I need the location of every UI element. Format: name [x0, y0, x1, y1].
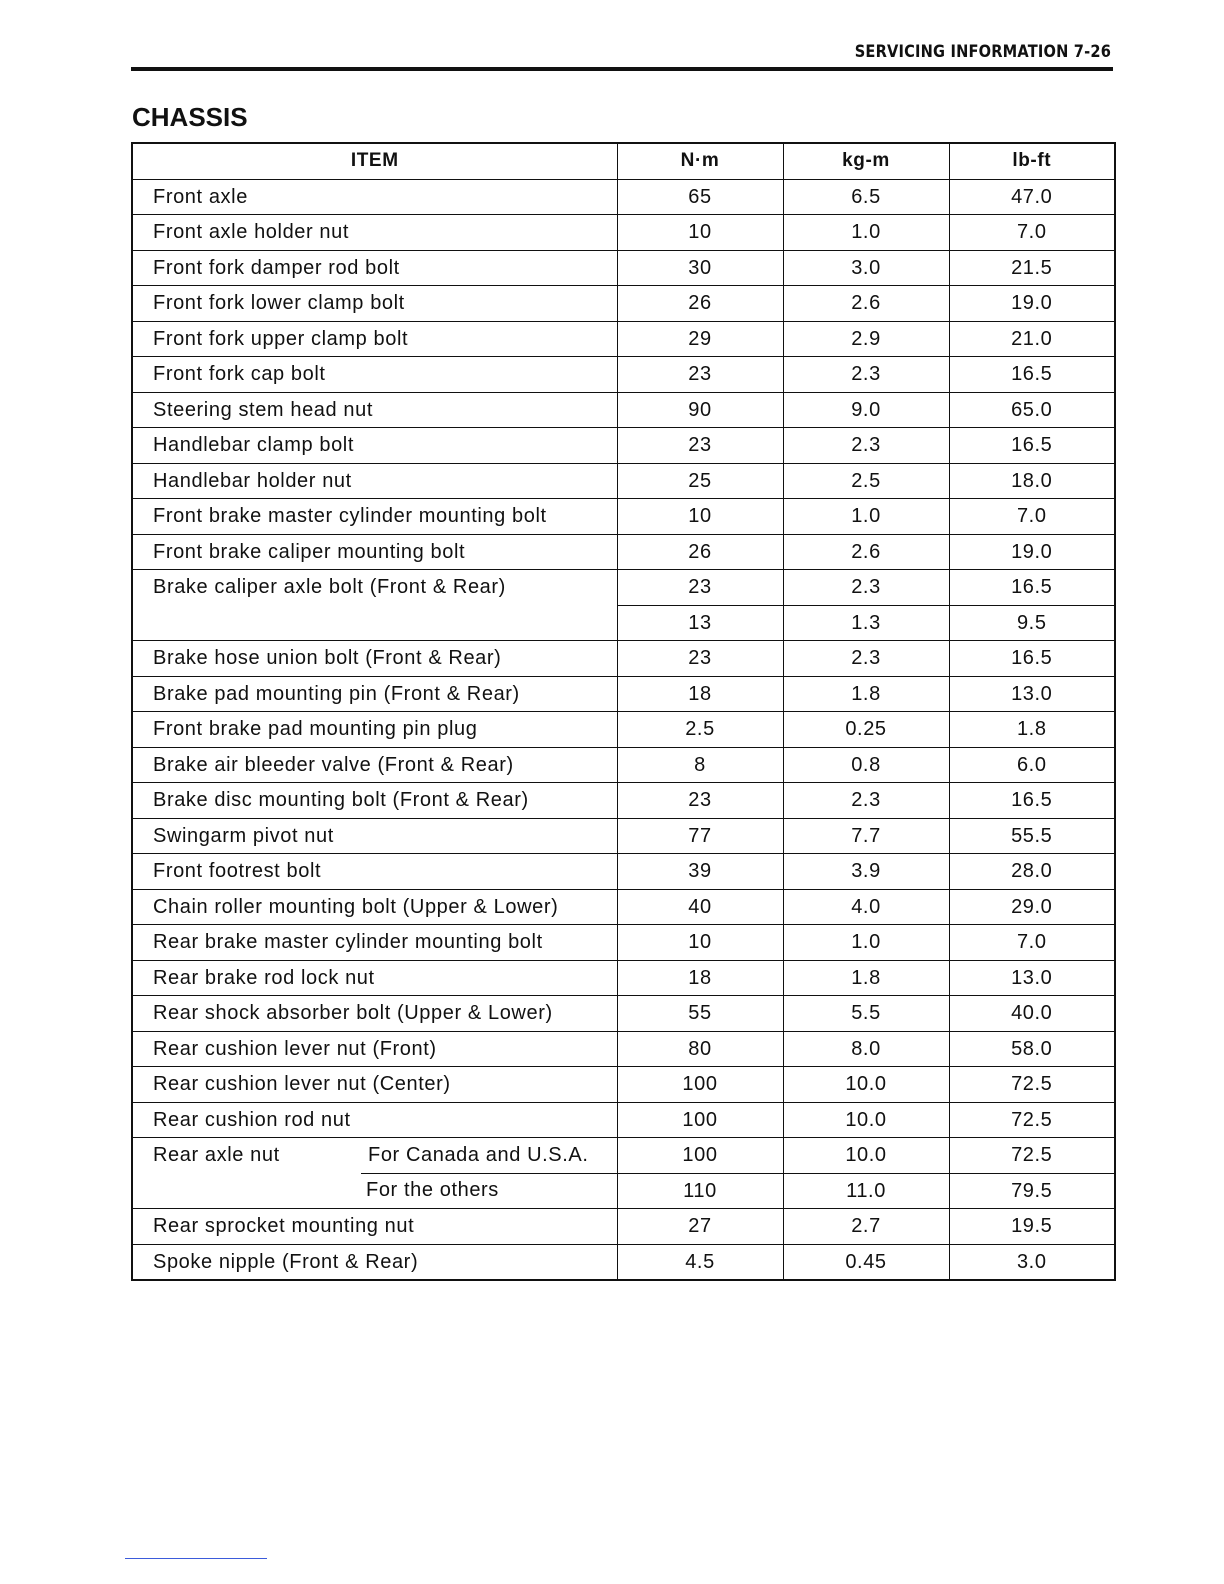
- nm-cell: 30: [617, 250, 783, 286]
- table-row: [132, 676, 1115, 712]
- variant-label: For Canada and U.S.A.: [368, 1144, 589, 1166]
- nm-cell: 23: [617, 783, 783, 819]
- kgm-cell: 2.3: [783, 428, 949, 464]
- item-cell: Brake pad mounting pin (Front & Rear): [132, 676, 617, 712]
- kgm-cell: 6.5: [783, 179, 949, 215]
- item-cell: Front fork lower clamp bolt: [132, 286, 617, 322]
- nm-cell: 23: [617, 357, 783, 393]
- kgm-cell: 2.6: [783, 286, 949, 322]
- item-cell: Brake disc mounting bolt (Front & Rear): [132, 783, 617, 819]
- item-cell: Handlebar holder nut: [132, 463, 617, 499]
- kgm-cell: 4.0: [783, 889, 949, 925]
- table-row: [132, 250, 1115, 286]
- kgm-cell: 7.7: [783, 818, 949, 854]
- table-row: [132, 321, 1115, 357]
- kgm-cell: 3.0: [783, 250, 949, 286]
- table-row: [132, 357, 1115, 393]
- item-cell: Front axle: [132, 179, 617, 215]
- table-row: [132, 783, 1115, 819]
- lbft-cell: 13.0: [949, 960, 1115, 996]
- lbft-cell: 72.5: [949, 1067, 1115, 1103]
- nm-cell: 90: [617, 392, 783, 428]
- kgm-cell: 2.7: [783, 1209, 949, 1245]
- lbft-cell: 19.5: [949, 1209, 1115, 1245]
- kgm-cell: 2.3: [783, 783, 949, 819]
- footer-link-line: [125, 1558, 267, 1559]
- lbft-cell: 13.0: [949, 676, 1115, 712]
- kgm-cell: 2.6: [783, 534, 949, 570]
- kgm-cell: 2.9: [783, 321, 949, 357]
- item-cell: Front brake pad mounting pin plug: [132, 712, 617, 748]
- rear-axle-nut-wrap: [133, 1138, 617, 1208]
- table-row: [132, 1031, 1115, 1067]
- item-cell: Rear cushion lever nut (Center): [132, 1067, 617, 1103]
- kgm-cell: 2.3: [783, 570, 949, 606]
- kgm-cell: 5.5: [783, 996, 949, 1032]
- page-header: SERVICING INFORMATION 7-26: [854, 42, 1111, 62]
- lbft-cell: 6.0: [949, 747, 1115, 783]
- item-cell: Swingarm pivot nut: [132, 818, 617, 854]
- header-nm: N·m: [617, 143, 783, 179]
- item-cell: Rear cushion lever nut (Front): [132, 1031, 617, 1067]
- item-cell: Brake air bleeder valve (Front & Rear): [132, 747, 617, 783]
- lbft-cell: 47.0: [949, 179, 1115, 215]
- table-row: [132, 641, 1115, 677]
- header-kgm: kg-m: [783, 143, 949, 179]
- lbft-cell: 16.5: [949, 570, 1115, 606]
- nm-cell: 27: [617, 1209, 783, 1245]
- nm-cell: 23: [617, 641, 783, 677]
- item-cell: Front footrest bolt: [132, 854, 617, 890]
- nm-cell: 77: [617, 818, 783, 854]
- lbft-cell: 21.5: [949, 250, 1115, 286]
- nm-cell: 26: [617, 286, 783, 322]
- kgm-cell: 1.0: [783, 215, 949, 251]
- table-row: [132, 534, 1115, 570]
- item-cell: Rear brake rod lock nut: [132, 960, 617, 996]
- lbft-cell: 19.0: [949, 286, 1115, 322]
- variant-divider: [361, 1173, 617, 1174]
- kgm-cell: 2.3: [783, 641, 949, 677]
- lbft-cell: 7.0: [949, 215, 1115, 251]
- lbft-cell: 28.0: [949, 854, 1115, 890]
- nm-cell: 100: [617, 1102, 783, 1138]
- kgm-cell: 0.45: [783, 1244, 949, 1280]
- kgm-cell: 1.3: [783, 605, 949, 641]
- rear-axle-nut-cell: [132, 1138, 617, 1209]
- nm-cell: 10: [617, 499, 783, 535]
- lbft-cell: 40.0: [949, 996, 1115, 1032]
- variant-label: For the others: [366, 1179, 499, 1201]
- nm-cell: 4.5: [617, 1244, 783, 1280]
- lbft-cell: 16.5: [949, 783, 1115, 819]
- table-row: [132, 854, 1115, 890]
- lbft-cell: 9.5: [949, 605, 1115, 641]
- lbft-cell: 65.0: [949, 392, 1115, 428]
- nm-cell: 25: [617, 463, 783, 499]
- lbft-cell: 18.0: [949, 463, 1115, 499]
- nm-cell: 100: [617, 1138, 783, 1174]
- item-cell: Brake caliper axle bolt (Front & Rear): [132, 570, 617, 641]
- item-cell: Brake hose union bolt (Front & Rear): [132, 641, 617, 677]
- item-cell: Front brake master cylinder mounting bolt: [132, 499, 617, 535]
- table-row: [132, 1244, 1115, 1280]
- item-label: Rear axle nut: [153, 1144, 280, 1166]
- table-row: [132, 179, 1115, 215]
- kgm-cell: 1.0: [783, 925, 949, 961]
- nm-cell: 39: [617, 854, 783, 890]
- section-title: CHASSIS: [132, 102, 248, 132]
- kgm-cell: 9.0: [783, 392, 949, 428]
- kgm-cell: 10.0: [783, 1138, 949, 1174]
- lbft-cell: 16.5: [949, 641, 1115, 677]
- table-row: [132, 1209, 1115, 1245]
- kgm-cell: 1.8: [783, 676, 949, 712]
- item-cell: Rear brake master cylinder mounting bolt: [132, 925, 617, 961]
- kgm-cell: 0.25: [783, 712, 949, 748]
- item-cell: Rear cushion rod nut: [132, 1102, 617, 1138]
- lbft-cell: 7.0: [949, 499, 1115, 535]
- nm-cell: 110: [617, 1173, 783, 1209]
- table-row: [132, 747, 1115, 783]
- lbft-cell: 55.5: [949, 818, 1115, 854]
- lbft-cell: 72.5: [949, 1102, 1115, 1138]
- table-row: [132, 570, 1115, 606]
- item-cell: Spoke nipple (Front & Rear): [132, 1244, 617, 1280]
- table-header-row: [132, 143, 1115, 179]
- table-row: [132, 960, 1115, 996]
- header-rule: [131, 67, 1113, 71]
- nm-cell: 80: [617, 1031, 783, 1067]
- table-row: [132, 463, 1115, 499]
- table-row: [132, 712, 1115, 748]
- lbft-cell: 29.0: [949, 889, 1115, 925]
- table-row: [132, 1138, 1115, 1174]
- lbft-cell: 1.8: [949, 712, 1115, 748]
- kgm-cell: 2.5: [783, 463, 949, 499]
- nm-cell: 2.5: [617, 712, 783, 748]
- table-row: [132, 286, 1115, 322]
- item-cell: Rear sprocket mounting nut: [132, 1209, 617, 1245]
- table-row: [132, 215, 1115, 251]
- table-row: [132, 428, 1115, 464]
- lbft-cell: 16.5: [949, 428, 1115, 464]
- item-cell: Chain roller mounting bolt (Upper & Lower): [132, 889, 617, 925]
- lbft-cell: 58.0: [949, 1031, 1115, 1067]
- kgm-cell: 8.0: [783, 1031, 949, 1067]
- kgm-cell: 3.9: [783, 854, 949, 890]
- kgm-cell: 10.0: [783, 1067, 949, 1103]
- item-cell: Front fork cap bolt: [132, 357, 617, 393]
- table-row: [132, 392, 1115, 428]
- kgm-cell: 0.8: [783, 747, 949, 783]
- nm-cell: 40: [617, 889, 783, 925]
- kgm-cell: 1.0: [783, 499, 949, 535]
- lbft-cell: 21.0: [949, 321, 1115, 357]
- table-row: [132, 1067, 1115, 1103]
- kgm-cell: 2.3: [783, 357, 949, 393]
- item-cell: Front fork upper clamp bolt: [132, 321, 617, 357]
- lbft-cell: 16.5: [949, 357, 1115, 393]
- table-row: [132, 1102, 1115, 1138]
- item-cell: Steering stem head nut: [132, 392, 617, 428]
- lbft-cell: 3.0: [949, 1244, 1115, 1280]
- item-cell: Handlebar clamp bolt: [132, 428, 617, 464]
- nm-cell: 26: [617, 534, 783, 570]
- table-row: [132, 499, 1115, 535]
- nm-cell: 8: [617, 747, 783, 783]
- table-row: [132, 889, 1115, 925]
- nm-cell: 65: [617, 179, 783, 215]
- table-row: [132, 996, 1115, 1032]
- table-row: [132, 818, 1115, 854]
- nm-cell: 100: [617, 1067, 783, 1103]
- item-cell: Front fork damper rod bolt: [132, 250, 617, 286]
- lbft-cell: 7.0: [949, 925, 1115, 961]
- nm-cell: 23: [617, 570, 783, 606]
- lbft-cell: 19.0: [949, 534, 1115, 570]
- nm-cell: 55: [617, 996, 783, 1032]
- item-cell: Front axle holder nut: [132, 215, 617, 251]
- table-row: [132, 925, 1115, 961]
- nm-cell: 18: [617, 676, 783, 712]
- torque-table: [131, 142, 1116, 1281]
- kgm-cell: 10.0: [783, 1102, 949, 1138]
- lbft-cell: 72.5: [949, 1138, 1115, 1174]
- nm-cell: 29: [617, 321, 783, 357]
- item-cell: Rear shock absorber bolt (Upper & Lower): [132, 996, 617, 1032]
- item-cell: Front brake caliper mounting bolt: [132, 534, 617, 570]
- header-lbft: lb-ft: [949, 143, 1115, 179]
- kgm-cell: 1.8: [783, 960, 949, 996]
- nm-cell: 10: [617, 215, 783, 251]
- kgm-cell: 11.0: [783, 1173, 949, 1209]
- lbft-cell: 79.5: [949, 1173, 1115, 1209]
- nm-cell: 10: [617, 925, 783, 961]
- nm-cell: 23: [617, 428, 783, 464]
- nm-cell: 13: [617, 605, 783, 641]
- header-item: ITEM: [132, 143, 617, 179]
- nm-cell: 18: [617, 960, 783, 996]
